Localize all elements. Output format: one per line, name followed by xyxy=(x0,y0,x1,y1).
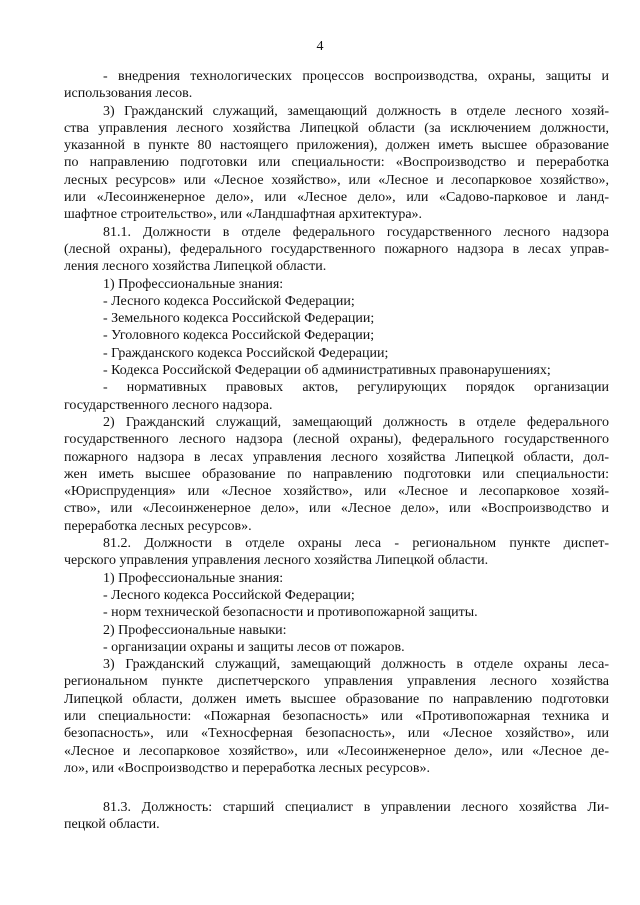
text-line: пецкой области. xyxy=(64,817,160,833)
text-line: шафтное строительство», или «Ландшафтная архитектура». xyxy=(64,207,423,223)
text-line: «Лесное и лесопарковое хозяйство», или «Лесоинженерное дело», или «Лесное де- xyxy=(64,743,609,759)
text-line: региональном пункте диспетчерского управления управления лесного хозяйства xyxy=(64,674,609,690)
document-body xyxy=(64,68,609,834)
text-line: 1) Профессиональные знания: xyxy=(103,570,284,586)
text-line: - организации охраны и защиты лесов от пожаров. xyxy=(103,639,405,655)
text-line: 2) Гражданский служащий, замещающий должность в отделе федерального xyxy=(103,414,609,430)
text-line: 81.2. Должности в отделе охраны леса - региональном пункте диспет- xyxy=(103,536,609,552)
text-line: - внедрения технологических процессов воспроизводства, охраны, защиты и xyxy=(103,69,609,84)
text-line: или «Лесоинженерное дело», или «Лесное дело», или «Садово-парковое и ланд- xyxy=(64,190,609,206)
text-line: пожарного надзора в лесах управления лесного хозяйства Липецкой области, дол- xyxy=(64,449,609,465)
text-line: государственного лесного надзора (лесной охраны), федерального государственного xyxy=(64,432,609,448)
text-line: ления лесного хозяйства Липецкой области. xyxy=(64,259,327,275)
text-line: безопасность», или «Техносферная безопасность», или «Лесное хозяйство», или xyxy=(64,726,609,742)
page-number: 4 xyxy=(316,39,324,54)
text-line: 1) Профессиональные знания: xyxy=(103,276,284,292)
text-line: указанной в пункте 80 настоящего приложения), должен иметь высшее образование xyxy=(64,138,609,154)
text-line: ло», или «Воспроизводство и переработка лесных ресурсов». xyxy=(64,760,431,776)
text-line: - Земельного кодекса Российской Федерации; xyxy=(103,311,375,327)
text-line: лесных ресурсов» или «Лесное хозяйство», или «Лесное и лесопарковое хозяйство», xyxy=(64,172,609,188)
text-line: - Лесного кодекса Российской Федерации; xyxy=(103,293,355,309)
text-line: Липецкой области, должен иметь высшее образование по направлению подготовки xyxy=(64,691,609,707)
text-line: 3) Гражданский служащий, замещающий должность в отделе лесного хозяй- xyxy=(103,103,609,119)
text-line: - норм технической безопасности и противопожарной защиты. xyxy=(103,605,478,621)
text-line: по направлению подготовки или специальности: «Воспроизводство и переработка xyxy=(64,155,609,171)
text-line: - Уголовного кодекса Российской Федерации; xyxy=(103,328,375,344)
text-line: - Кодекса Российской Федерации об административных правонарушениях; xyxy=(103,363,551,379)
text-line: 81.3. Должность: старший специалист в управлении лесного хозяйства Ли- xyxy=(103,800,609,816)
text-line: черского управления управления лесного хозяйства Липецкой области. xyxy=(64,553,489,569)
paragraph-spacer xyxy=(64,777,609,799)
text-line: 2) Профессиональные навыки: xyxy=(103,622,287,638)
text-line: 81.1. Должности в отделе федерального государственного лесного надзора xyxy=(103,224,609,240)
text-line: (лесной охраны), федерального государственного пожарного надзора в лесах управ- xyxy=(64,241,609,257)
text-line: - Лесного кодекса Российской Федерации; xyxy=(103,587,355,603)
text-line: жен иметь высшее образование по направлению подготовки или специальности: xyxy=(64,466,609,482)
text-line: ства управления лесного хозяйства Липецкой области (за исключением должности, xyxy=(64,120,609,136)
text-line: государственного лесного надзора. xyxy=(64,397,273,413)
text-line: - нормативных правовых актов, регулирующих порядок организации xyxy=(103,380,609,396)
text-line: 3) Гражданский служащий, замещающий должность в отделе охраны леса- xyxy=(103,657,609,673)
text-line: ство», или «Лесоинженерное дело», или «Лесное дело», или «Воспроизводство и xyxy=(64,501,609,517)
text-line: использования лесов. xyxy=(64,86,193,102)
text-line: переработка лесных ресурсов». xyxy=(64,518,252,534)
text-line: - Гражданского кодекса Российской Федерации; xyxy=(103,345,389,361)
text-line: или специальности: «Пожарная безопасность» или «Противопожарная техника и xyxy=(64,708,609,724)
text-line: «Юриспруденция» или «Лесное хозяйство», или «Лесное и лесопарковое хозяй- xyxy=(64,484,609,500)
